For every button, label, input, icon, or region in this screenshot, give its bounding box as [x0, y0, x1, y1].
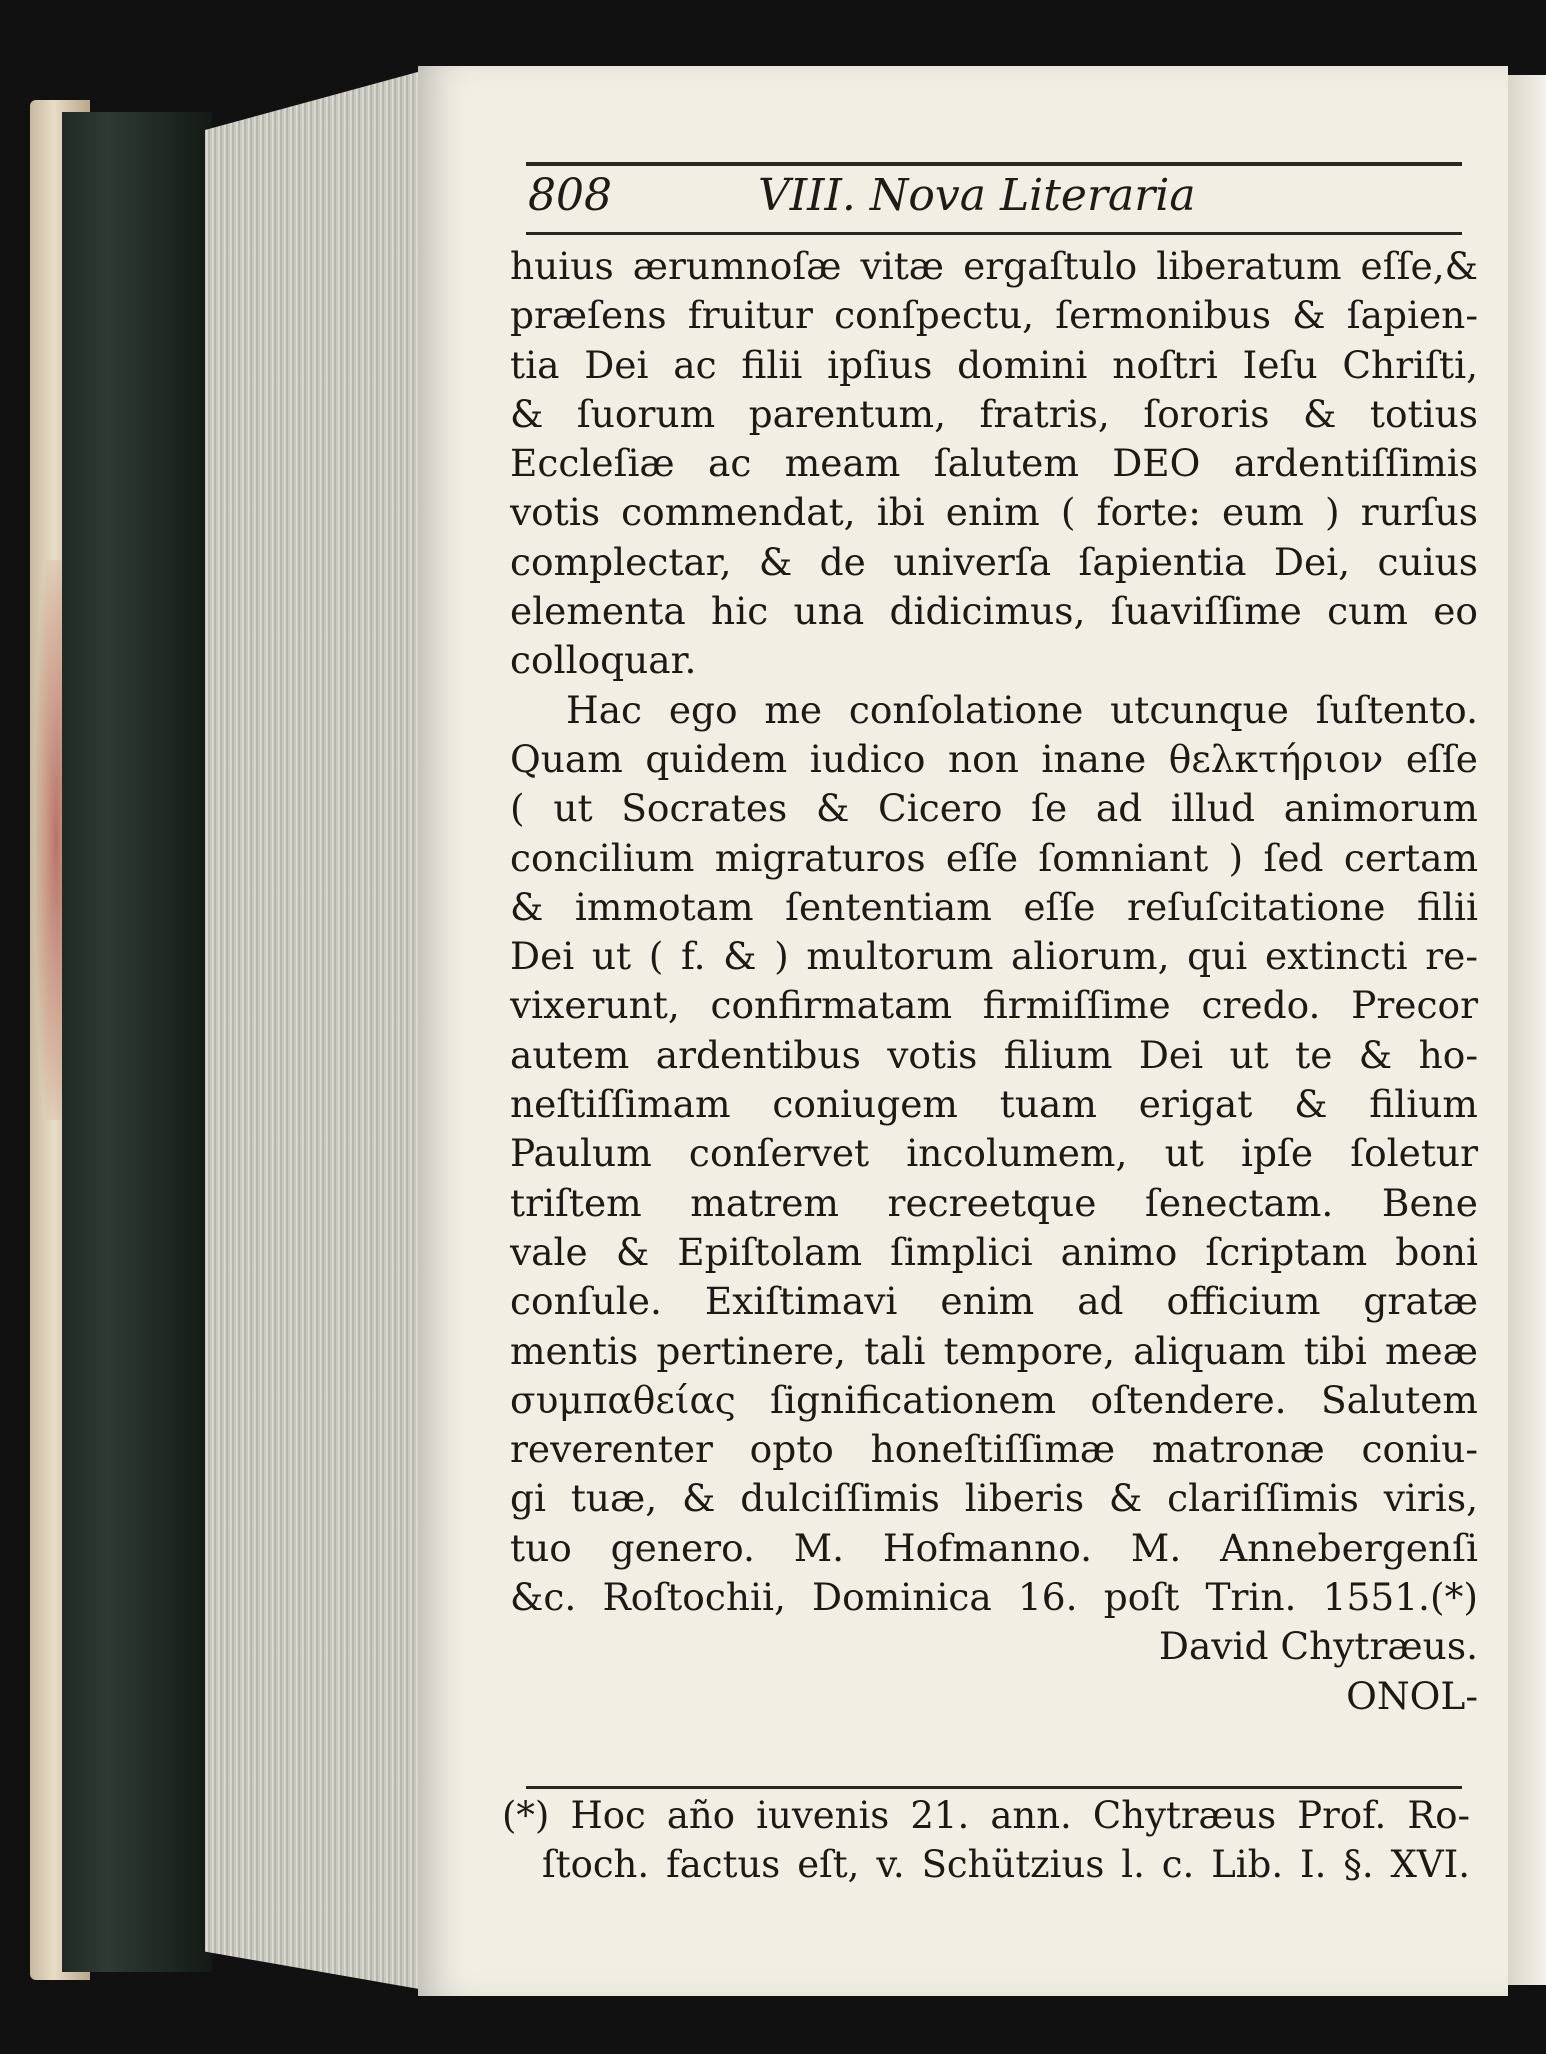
text-line: triſtem matrem recreetque ſenectam. Bene	[510, 1180, 1478, 1225]
page-stack-edges	[205, 70, 425, 1990]
text-line: tia Dei ac filii ipſius domini noſtri Ieſu Chriſti,	[510, 342, 1478, 387]
footnote	[502, 1792, 1470, 1891]
text-line: reverenter opto honeſtiſſimæ matronæ coniu-	[510, 1427, 1478, 1472]
text-line: & immotam ſententiam eſſe reſuſcitatione filii	[510, 884, 1478, 929]
text-line: Eccleſiæ ac meam ſalutem DEO ardentiſſimis	[510, 441, 1478, 486]
text-line: Paulum conſervet incolumem, ut ipſe ſoletur	[510, 1131, 1478, 1176]
text-line: vixerunt, confirmatam firmiſſime credo. Precor	[510, 983, 1478, 1028]
text-line: concilium migraturos eſſe ſomniant ) ſed certam	[510, 835, 1478, 880]
text-line: tuo genero. M. Hofmanno. M. Annebergenſi	[510, 1525, 1478, 1570]
text-line: votis commendat, ibi enim ( forte: eum ) rurſus	[510, 490, 1478, 535]
text-line: elementa hic una didicimus, ſuaviſſime cum eo	[510, 589, 1478, 634]
book-page	[418, 66, 1508, 1996]
catchword: ONOL-	[1346, 1673, 1478, 1718]
footnote-rule	[526, 1786, 1462, 1789]
text-line: ( ut Socrates & Cicero ſe ad illud animorum	[510, 786, 1478, 831]
header-underline	[526, 232, 1462, 235]
text-line: conſule. Exiſtimavi enim ad officium gratæ	[510, 1279, 1478, 1324]
text-line: & ſuorum parentum, fratris, ſororis & totius	[510, 391, 1478, 436]
running-header	[528, 170, 1458, 230]
text-line: neſtiſſimam coniugem tuam erigat & filium	[510, 1082, 1478, 1127]
text-line: complectar, & de univerſa ſapientia Dei, cuius	[510, 539, 1478, 584]
book-cover-edge	[62, 112, 212, 1972]
facing-page-edge	[1508, 75, 1546, 1985]
text-line: Quam quidem iudico non inane θελκτήριον eſſe	[510, 736, 1478, 781]
text-line: συμπαθείας ſignificationem oſtendere. Salutem	[510, 1377, 1478, 1422]
text-line: mentis pertinere, tali tempore, aliquam tibi meæ	[510, 1328, 1478, 1373]
text-line: colloquar.	[510, 638, 697, 683]
running-title: VIII. Nova Literaria	[758, 170, 1196, 221]
text-line: &c. Roſtochii, Dominica 16. poſt Trin. 1551.(*)	[510, 1575, 1478, 1620]
signature: David Chytræus.	[1158, 1624, 1478, 1669]
text-line: præſens fruitur conſpectu, ſermonibus & ſapien-	[510, 293, 1478, 338]
footnote-line: (*) Hoc año iuvenis 21. ann. Chytræus Prof. Ro-	[502, 1794, 1470, 1837]
body-text	[510, 242, 1478, 1721]
text-line: huius ærumnoſæ vitæ ergaſtulo liberatum eſſe,&	[510, 244, 1478, 288]
text-line: autem ardentibus votis filium Dei ut te & ho-	[510, 1032, 1478, 1077]
text-line: gi tuæ, & dulciſſimis liberis & clariſſimis viris,	[510, 1476, 1478, 1521]
header-rule	[526, 162, 1462, 166]
text-line: vale & Epiſtolam ſimplici animo ſcriptam boni	[510, 1229, 1478, 1274]
text-line: Hac ego me conſolatione utcunque ſuſtento.	[566, 687, 1478, 732]
footnote-line: ſtoch. factus eſt, v. Schützius l. c. Lib. I. §. XVI.	[542, 1843, 1470, 1887]
page-number: 808	[528, 170, 612, 221]
text-line: Dei ut ( f. & ) multorum aliorum, qui extincti re-	[510, 934, 1478, 979]
